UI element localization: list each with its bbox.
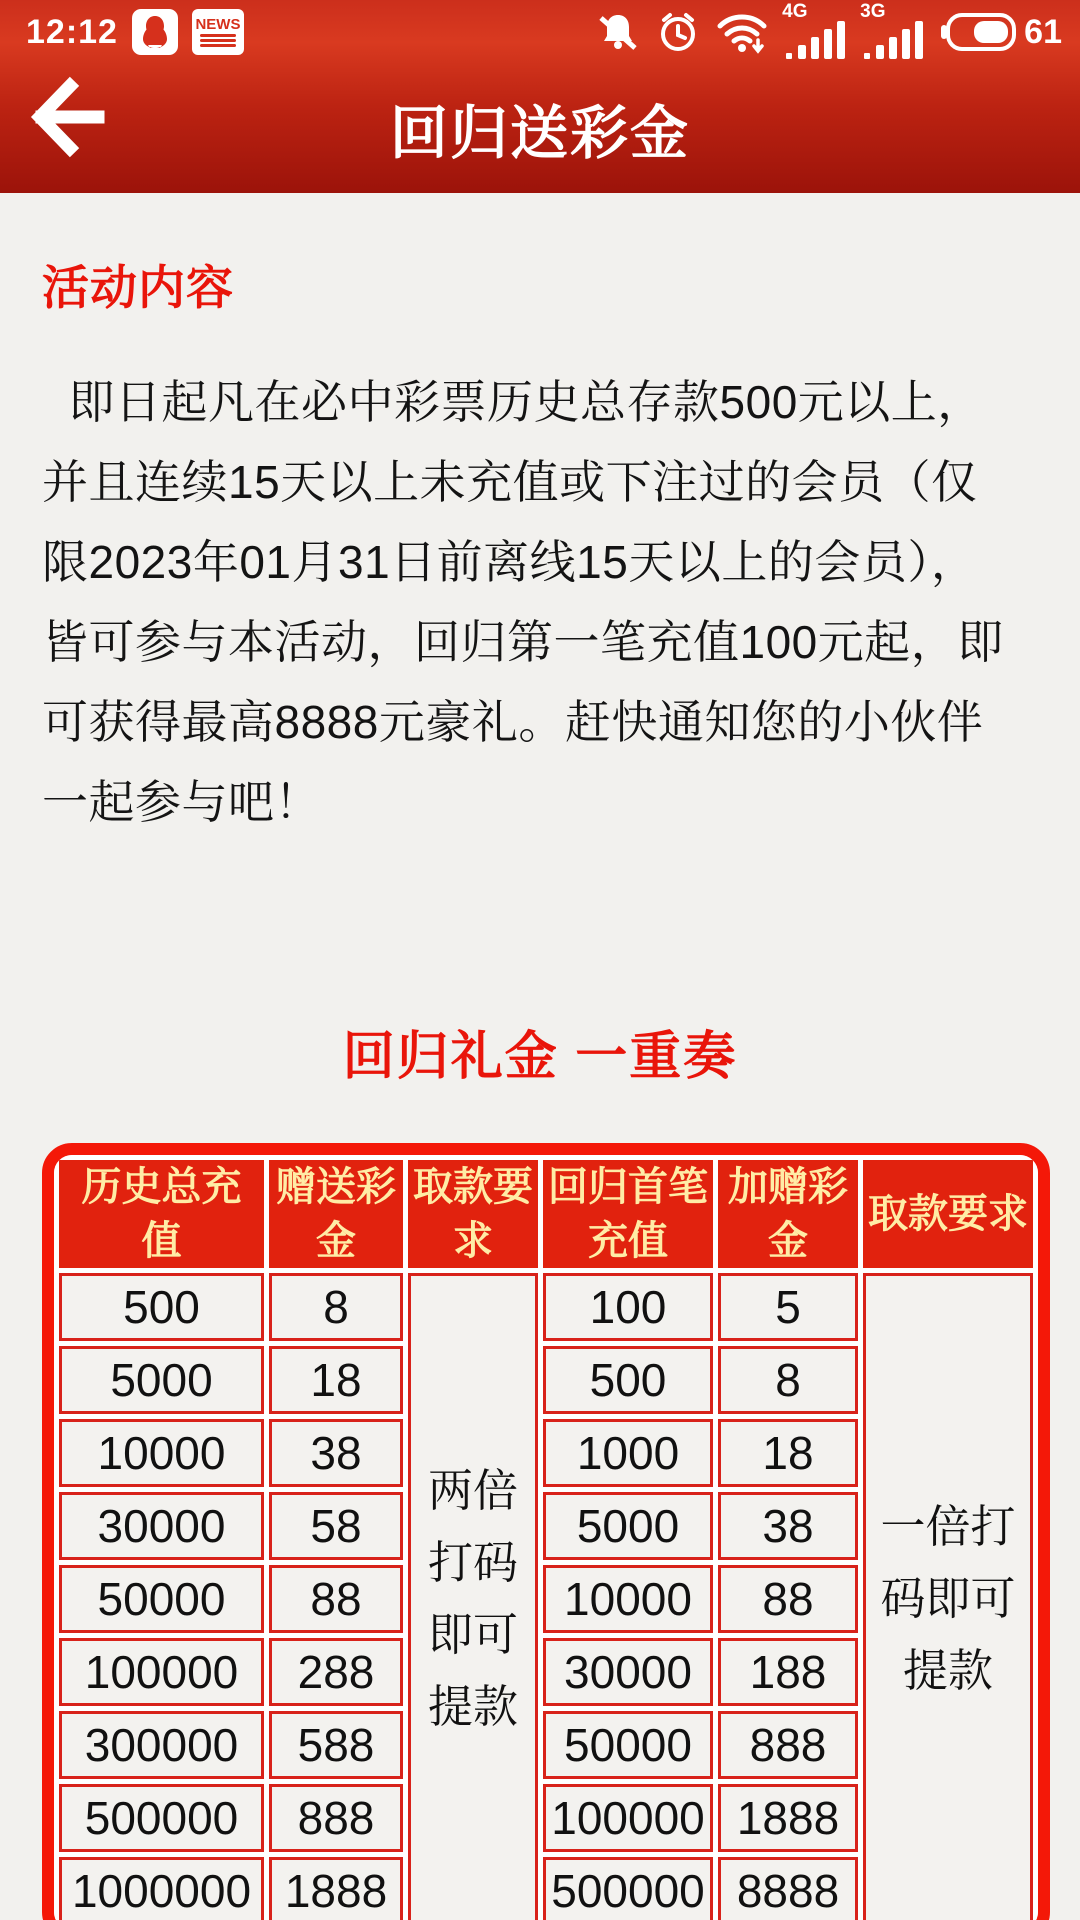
news-app-icon: NEWS [192,9,244,55]
extra-bonus-value: 5 [718,1273,858,1341]
paragraph-line: 皆可参与本活动，回归第一笔充值100元起，即 [42,616,1004,668]
history-deposit-value: 30000 [59,1492,264,1560]
promo-table [54,1155,1038,1920]
return-deposit-value: 30000 [543,1638,713,1706]
extra-bonus-value: 888 [718,1711,858,1779]
page-content [0,251,1080,1920]
battery-status [940,12,1062,52]
status-icons-right [596,3,1062,61]
col-header-extra-bonus: 加赠彩金 [718,1160,858,1268]
return-deposit-value: 500000 [543,1857,713,1920]
bonus-value: 1888 [269,1857,403,1920]
activity-section-title: 活动内容 [42,261,234,314]
col-header-withdraw-req-right: 取款要求 [863,1160,1033,1268]
promo-table-frame [42,1143,1050,1920]
extra-bonus-value: 88 [718,1565,858,1633]
return-deposit-value: 100000 [543,1784,713,1852]
withdraw-requirement-right: 一倍打码即可提款 [863,1273,1033,1920]
history-deposit-value: 50000 [59,1565,264,1633]
paragraph-line: 并且连续15天以上未充值或下注过的会员（仅 [42,456,978,508]
paragraph-line: 即日起凡在必中彩票历史总存款500元以上， [42,376,984,428]
status-bar [0,0,1080,58]
col-header-history-deposit: 历史总充值 [59,1160,264,1268]
qq-penguin-icon [138,14,172,50]
signal-4g-icon: 4G [784,3,846,61]
col-header-withdraw-req-left: 取款要求 [408,1160,538,1268]
return-deposit-value: 500 [543,1346,713,1414]
table-row [59,1273,1033,1341]
bell-muted-icon [596,10,640,54]
paragraph-line: 可获得最高8888元豪礼。赶快通知您的小伙伴 [42,696,984,748]
paragraph-line: 限2023年01月31日前离线15天以上的会员）， [42,536,978,588]
return-deposit-value: 50000 [543,1711,713,1779]
return-deposit-value: 1000 [543,1419,713,1487]
bonus-value: 888 [269,1784,403,1852]
battery-icon [940,12,1016,52]
bonus-value: 288 [269,1638,403,1706]
history-deposit-value: 1000000 [59,1857,264,1920]
history-deposit-value: 500000 [59,1784,264,1852]
qq-notification-icon [132,9,178,55]
table-header-row [59,1160,1033,1268]
withdraw-requirement-left: 两倍打码即可提款 [408,1273,538,1920]
extra-bonus-value: 38 [718,1492,858,1560]
history-deposit-value: 5000 [59,1346,264,1414]
extra-bonus-value: 8888 [718,1857,858,1920]
signal-3g-icon: 3G [862,3,924,61]
history-deposit-value: 300000 [59,1711,264,1779]
battery-percent: 61 [1024,12,1062,51]
nav-bar [0,58,1080,193]
wifi-icon [716,10,768,54]
bonus-value: 8 [269,1273,403,1341]
clock-time: 12:12 [26,12,118,51]
history-deposit-value: 10000 [59,1419,264,1487]
back-arrow-icon[interactable] [28,72,108,162]
bonus-value: 18 [269,1346,403,1414]
history-deposit-value: 500 [59,1273,264,1341]
extra-bonus-value: 8 [718,1346,858,1414]
page-title: 回归送彩金 [389,100,690,166]
col-header-bonus: 赠送彩金 [269,1160,403,1268]
bonus-value: 88 [269,1565,403,1633]
bonus-value: 38 [269,1419,403,1487]
bonus-value: 588 [269,1711,403,1779]
extra-bonus-value: 188 [718,1638,858,1706]
extra-bonus-value: 18 [718,1419,858,1487]
history-deposit-value: 100000 [59,1638,264,1706]
paragraph-line: 一起参与吧！ [42,776,321,828]
bonus-value: 58 [269,1492,403,1560]
activity-description [42,362,1038,842]
return-deposit-value: 10000 [543,1565,713,1633]
col-header-return-first-deposit: 回归首笔充值 [543,1160,713,1268]
promo-table-title: 回归礼金 一重奏 [342,1028,738,1086]
alarm-clock-icon [656,10,700,54]
return-deposit-value: 100 [543,1273,713,1341]
extra-bonus-value: 1888 [718,1784,858,1852]
return-deposit-value: 5000 [543,1492,713,1560]
app-header [0,0,1080,193]
